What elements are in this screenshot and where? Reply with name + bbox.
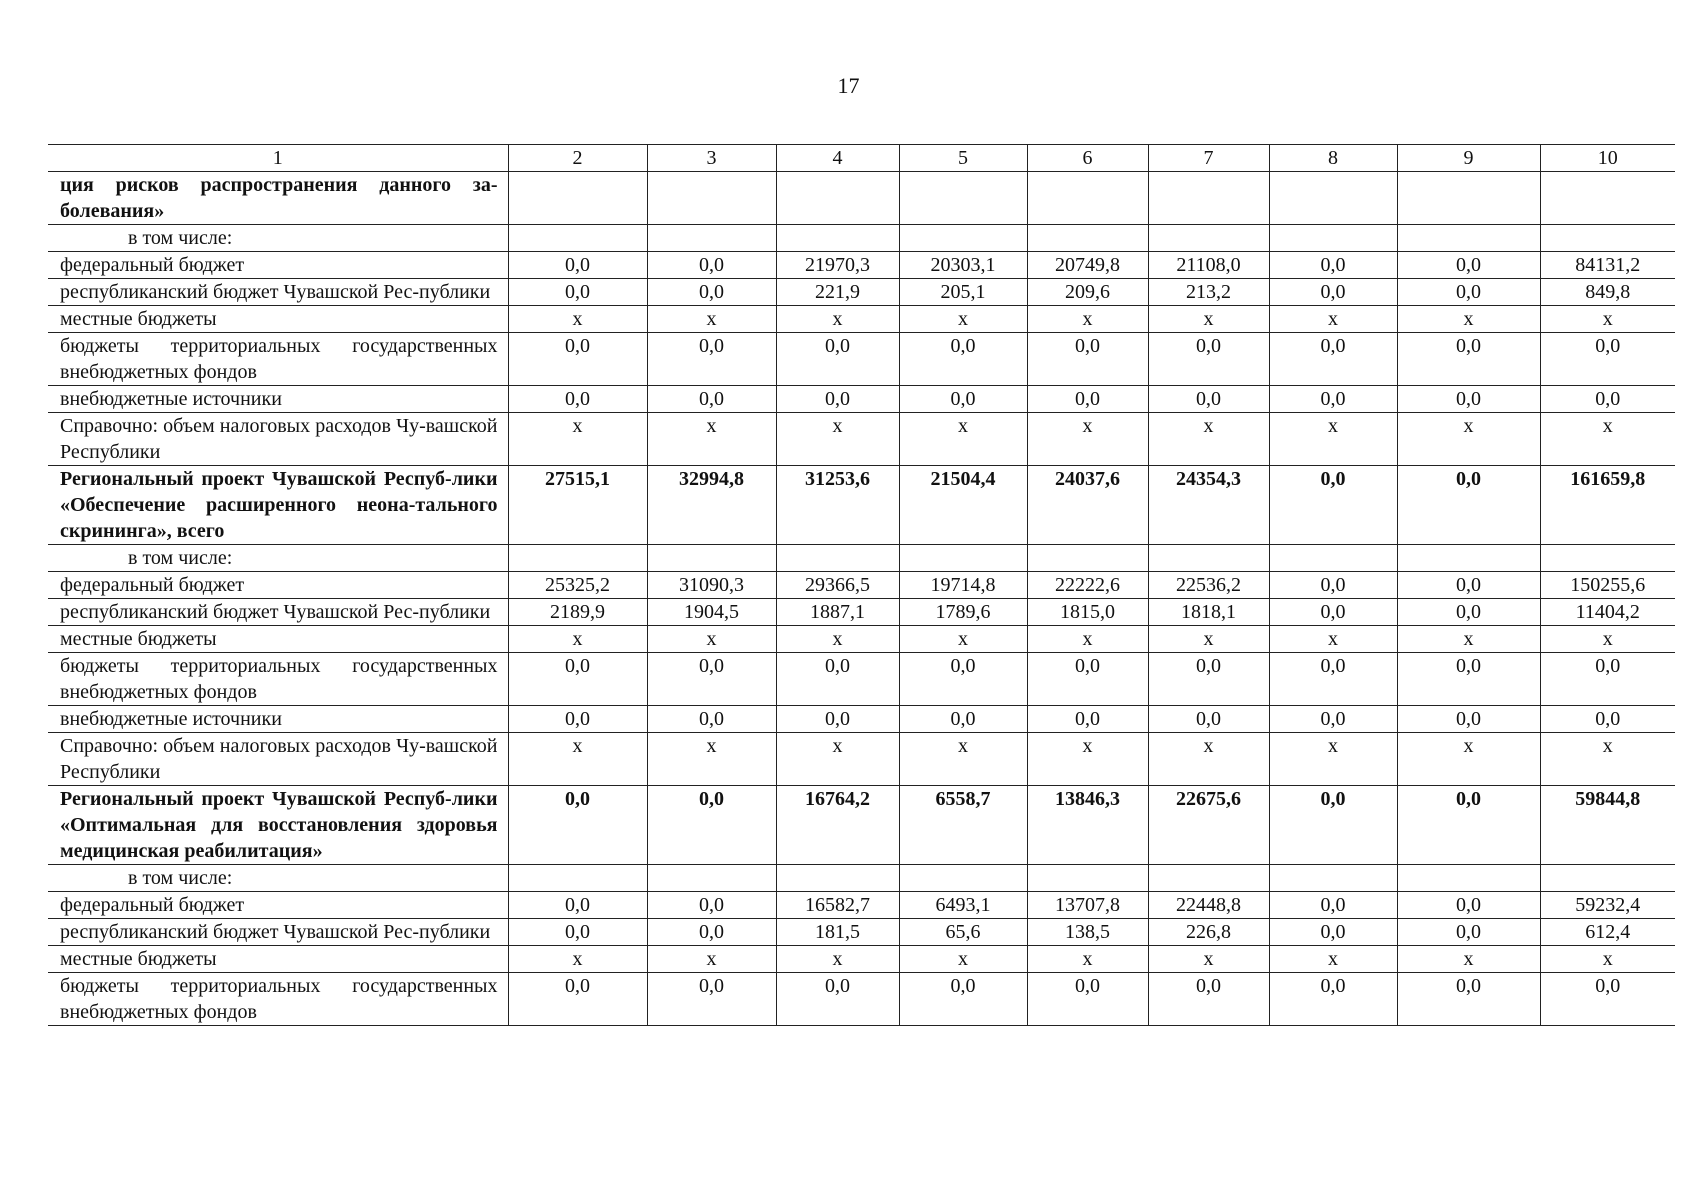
value-cell: 0,0 [508,279,647,306]
value-cell: 27515,1 [508,466,647,545]
row-label: местные бюджеты [48,626,508,653]
value-cell: 32994,8 [647,466,776,545]
value-cell: 0,0 [1540,706,1675,733]
value-cell: 0,0 [1397,653,1540,706]
value-cell: 0,0 [776,386,899,413]
value-cell [1148,865,1269,892]
value-cell: х [508,626,647,653]
row-label: в том числе: [48,545,508,572]
value-cell: 226,8 [1148,919,1269,946]
value-cell [1269,172,1397,225]
table-row [48,279,1675,306]
row-label: бюджеты территориальных государственных внебюджетных фондов [48,653,508,706]
value-cell: 0,0 [1148,706,1269,733]
value-cell: 209,6 [1027,279,1148,306]
column-header: 5 [899,145,1027,172]
value-cell [508,172,647,225]
value-cell: 0,0 [899,386,1027,413]
value-cell: 0,0 [508,386,647,413]
value-cell: х [508,946,647,973]
value-cell: 0,0 [1269,919,1397,946]
value-cell: 0,0 [1269,786,1397,865]
value-cell: х [1269,733,1397,786]
value-cell [1540,172,1675,225]
value-cell: 1818,1 [1148,599,1269,626]
value-cell: 20303,1 [899,252,1027,279]
row-label: местные бюджеты [48,946,508,973]
table-row [48,919,1675,946]
table-row [48,946,1675,973]
value-cell: 13846,3 [1027,786,1148,865]
value-cell: 24354,3 [1148,466,1269,545]
value-cell: 6493,1 [899,892,1027,919]
value-cell: х [647,733,776,786]
table-row [48,306,1675,333]
value-cell: 0,0 [1027,706,1148,733]
value-cell [1397,172,1540,225]
table-row [48,252,1675,279]
value-cell: 181,5 [776,919,899,946]
row-label: внебюджетные источники [48,706,508,733]
value-cell: х [647,413,776,466]
value-cell: 0,0 [1540,333,1675,386]
value-cell: 0,0 [647,279,776,306]
value-cell: 0,0 [508,973,647,1026]
value-cell: 22448,8 [1148,892,1269,919]
row-label: ция рисков распространения данного за-болевания» [48,172,508,225]
value-cell: х [776,946,899,973]
value-cell [647,225,776,252]
value-cell: 24037,6 [1027,466,1148,545]
column-header: 7 [1148,145,1269,172]
value-cell [1027,225,1148,252]
table-row [48,653,1675,706]
value-cell: х [1269,946,1397,973]
value-cell: х [1540,946,1675,973]
value-cell: х [899,946,1027,973]
value-cell: 205,1 [899,279,1027,306]
value-cell: 0,0 [1269,466,1397,545]
value-cell [776,545,899,572]
value-cell: 0,0 [1540,653,1675,706]
value-cell: 0,0 [776,973,899,1026]
table-row [48,733,1675,786]
row-label: республиканский бюджет Чувашской Рес-публики [48,279,508,306]
value-cell: 0,0 [1397,892,1540,919]
value-cell: х [1148,413,1269,466]
value-cell [1148,545,1269,572]
value-cell: х [1148,946,1269,973]
value-cell: 1789,6 [899,599,1027,626]
value-cell: 0,0 [1269,333,1397,386]
value-cell: 612,4 [1540,919,1675,946]
value-cell: 0,0 [508,919,647,946]
budget-table [48,144,1675,1026]
table-row [48,892,1675,919]
value-cell: 0,0 [899,333,1027,386]
value-cell: 22675,6 [1148,786,1269,865]
value-cell: х [899,733,1027,786]
column-header: 3 [647,145,776,172]
table-row [48,225,1675,252]
value-cell: х [508,413,647,466]
value-cell [1269,225,1397,252]
value-cell: 0,0 [647,333,776,386]
value-cell: 16764,2 [776,786,899,865]
value-cell [1148,172,1269,225]
value-cell: 213,2 [1148,279,1269,306]
value-cell: 0,0 [1397,973,1540,1026]
value-cell: х [1540,306,1675,333]
value-cell: х [899,626,1027,653]
row-label: в том числе: [48,225,508,252]
value-cell: х [1027,946,1148,973]
value-cell: 0,0 [1397,333,1540,386]
table-row [48,333,1675,386]
value-cell: 0,0 [899,706,1027,733]
table-row [48,786,1675,865]
value-cell: 84131,2 [1540,252,1675,279]
header-row [48,145,1675,172]
value-cell: 0,0 [647,786,776,865]
row-label: федеральный бюджет [48,572,508,599]
row-label: федеральный бюджет [48,892,508,919]
value-cell: 0,0 [1027,653,1148,706]
value-cell [1269,545,1397,572]
value-cell: 1887,1 [776,599,899,626]
row-label: Региональный проект Чувашской Респуб-лики «Обеспечение расширенного неона-тального скрининга», всего [48,466,508,545]
value-cell: х [508,733,647,786]
value-cell [647,865,776,892]
value-cell: 0,0 [508,333,647,386]
page-number: 17 [837,73,860,98]
value-cell [508,545,647,572]
row-label: бюджеты территориальных государственных внебюджетных фондов [48,333,508,386]
column-header: 1 [48,145,508,172]
value-cell: х [776,306,899,333]
value-cell: х [1148,306,1269,333]
value-cell: 0,0 [647,706,776,733]
value-cell: 0,0 [1540,973,1675,1026]
value-cell: 0,0 [1397,919,1540,946]
value-cell [899,172,1027,225]
row-label: в том числе: [48,865,508,892]
table-row [48,466,1675,545]
value-cell: х [1027,626,1148,653]
table-row [48,386,1675,413]
value-cell: х [1148,626,1269,653]
value-cell: 849,8 [1540,279,1675,306]
value-cell: 0,0 [1269,653,1397,706]
value-cell: 0,0 [1027,973,1148,1026]
column-header: 4 [776,145,899,172]
table-row [48,599,1675,626]
value-cell: 0,0 [508,653,647,706]
value-cell: 20749,8 [1027,252,1148,279]
value-cell: 0,0 [647,973,776,1026]
value-cell: 221,9 [776,279,899,306]
row-label: республиканский бюджет Чувашской Рес-публики [48,919,508,946]
value-cell: 150255,6 [1540,572,1675,599]
value-cell: 11404,2 [1540,599,1675,626]
value-cell: 0,0 [1269,386,1397,413]
value-cell: 161659,8 [1540,466,1675,545]
column-header: 10 [1540,145,1675,172]
value-cell: 0,0 [1269,599,1397,626]
value-cell: 31253,6 [776,466,899,545]
value-cell [1148,225,1269,252]
row-label: местные бюджеты [48,306,508,333]
value-cell: 0,0 [899,653,1027,706]
value-cell: 13707,8 [1027,892,1148,919]
column-header: 2 [508,145,647,172]
value-cell: х [899,306,1027,333]
value-cell: 0,0 [647,919,776,946]
value-cell: х [899,413,1027,466]
value-cell: х [647,306,776,333]
value-cell: 0,0 [1397,572,1540,599]
row-label: бюджеты территориальных государственных внебюджетных фондов [48,973,508,1026]
table-row [48,172,1675,225]
table-body [48,145,1675,1026]
value-cell: 0,0 [776,706,899,733]
value-cell: 22222,6 [1027,572,1148,599]
value-cell: 6558,7 [899,786,1027,865]
value-cell: 0,0 [1269,892,1397,919]
row-label: Справочно: объем налоговых расходов Чу-вашской Республики [48,413,508,466]
table-row [48,706,1675,733]
value-cell: 0,0 [508,892,647,919]
value-cell: х [1540,626,1675,653]
value-cell: х [776,413,899,466]
table-row [48,626,1675,653]
value-cell: 21504,4 [899,466,1027,545]
value-cell: х [1397,733,1540,786]
value-cell [1397,545,1540,572]
value-cell [647,545,776,572]
value-cell: х [776,733,899,786]
table-row [48,973,1675,1026]
value-cell: 0,0 [1269,572,1397,599]
value-cell [508,225,647,252]
row-label: Региональный проект Чувашской Респуб-лики «Оптимальная для восстановления здоровья медицинская реабилитация» [48,786,508,865]
value-cell: 59232,4 [1540,892,1675,919]
value-cell: 0,0 [508,252,647,279]
value-cell: 21108,0 [1148,252,1269,279]
value-cell: 0,0 [776,333,899,386]
value-cell [1027,172,1148,225]
value-cell: 65,6 [899,919,1027,946]
value-cell [1269,865,1397,892]
value-cell [776,172,899,225]
value-cell: х [1397,413,1540,466]
value-cell [776,225,899,252]
table-row [48,865,1675,892]
value-cell: х [1540,413,1675,466]
value-cell: 22536,2 [1148,572,1269,599]
value-cell: 0,0 [1148,386,1269,413]
value-cell [899,225,1027,252]
value-cell: 0,0 [1269,973,1397,1026]
value-cell: 0,0 [647,252,776,279]
value-cell [1540,225,1675,252]
value-cell: х [1269,306,1397,333]
value-cell: 0,0 [1027,333,1148,386]
value-cell: 0,0 [899,973,1027,1026]
value-cell: 0,0 [1148,333,1269,386]
value-cell: 16582,7 [776,892,899,919]
value-cell: х [1269,626,1397,653]
value-cell: 0,0 [776,653,899,706]
value-cell: 0,0 [1397,599,1540,626]
value-cell: х [1027,413,1148,466]
value-cell: 21970,3 [776,252,899,279]
value-cell: 0,0 [1397,252,1540,279]
value-cell: 0,0 [1540,386,1675,413]
value-cell: 0,0 [647,386,776,413]
column-header: 9 [1397,145,1540,172]
value-cell [508,865,647,892]
table-row [48,545,1675,572]
value-cell: 0,0 [1397,386,1540,413]
value-cell: х [647,626,776,653]
value-cell: 0,0 [1269,706,1397,733]
value-cell [1397,225,1540,252]
column-header: 8 [1269,145,1397,172]
value-cell: 1815,0 [1027,599,1148,626]
value-cell: 29366,5 [776,572,899,599]
value-cell: 2189,9 [508,599,647,626]
value-cell: х [1397,306,1540,333]
row-label: федеральный бюджет [48,252,508,279]
value-cell: х [1540,733,1675,786]
value-cell [1397,865,1540,892]
row-label: Справочно: объем налоговых расходов Чу-вашской Республики [48,733,508,786]
value-cell: 59844,8 [1540,786,1675,865]
value-cell: х [1397,946,1540,973]
value-cell: 19714,8 [899,572,1027,599]
value-cell: 0,0 [1148,653,1269,706]
value-cell [1027,865,1148,892]
value-cell: х [776,626,899,653]
row-label: внебюджетные источники [48,386,508,413]
value-cell: 0,0 [1397,279,1540,306]
value-cell: 0,0 [1269,252,1397,279]
value-cell [1540,545,1675,572]
table-row [48,572,1675,599]
value-cell [776,865,899,892]
value-cell [647,172,776,225]
table-row [48,413,1675,466]
value-cell: 0,0 [1397,466,1540,545]
value-cell: 0,0 [1269,279,1397,306]
value-cell: х [1148,733,1269,786]
value-cell [899,865,1027,892]
value-cell: 0,0 [508,786,647,865]
value-cell: х [508,306,647,333]
value-cell: 31090,3 [647,572,776,599]
value-cell [1540,865,1675,892]
value-cell: х [647,946,776,973]
value-cell: 0,0 [647,892,776,919]
value-cell: 0,0 [508,706,647,733]
value-cell [1027,545,1148,572]
value-cell [899,545,1027,572]
value-cell: 25325,2 [508,572,647,599]
value-cell: х [1027,733,1148,786]
value-cell: 0,0 [1397,706,1540,733]
value-cell: 0,0 [1148,973,1269,1026]
value-cell: 0,0 [647,653,776,706]
value-cell: 0,0 [1397,786,1540,865]
column-header: 6 [1027,145,1148,172]
value-cell: х [1269,413,1397,466]
value-cell: х [1397,626,1540,653]
row-label: республиканский бюджет Чувашской Рес-публики [48,599,508,626]
value-cell: 0,0 [1027,386,1148,413]
value-cell: 1904,5 [647,599,776,626]
value-cell: х [1027,306,1148,333]
value-cell: 138,5 [1027,919,1148,946]
